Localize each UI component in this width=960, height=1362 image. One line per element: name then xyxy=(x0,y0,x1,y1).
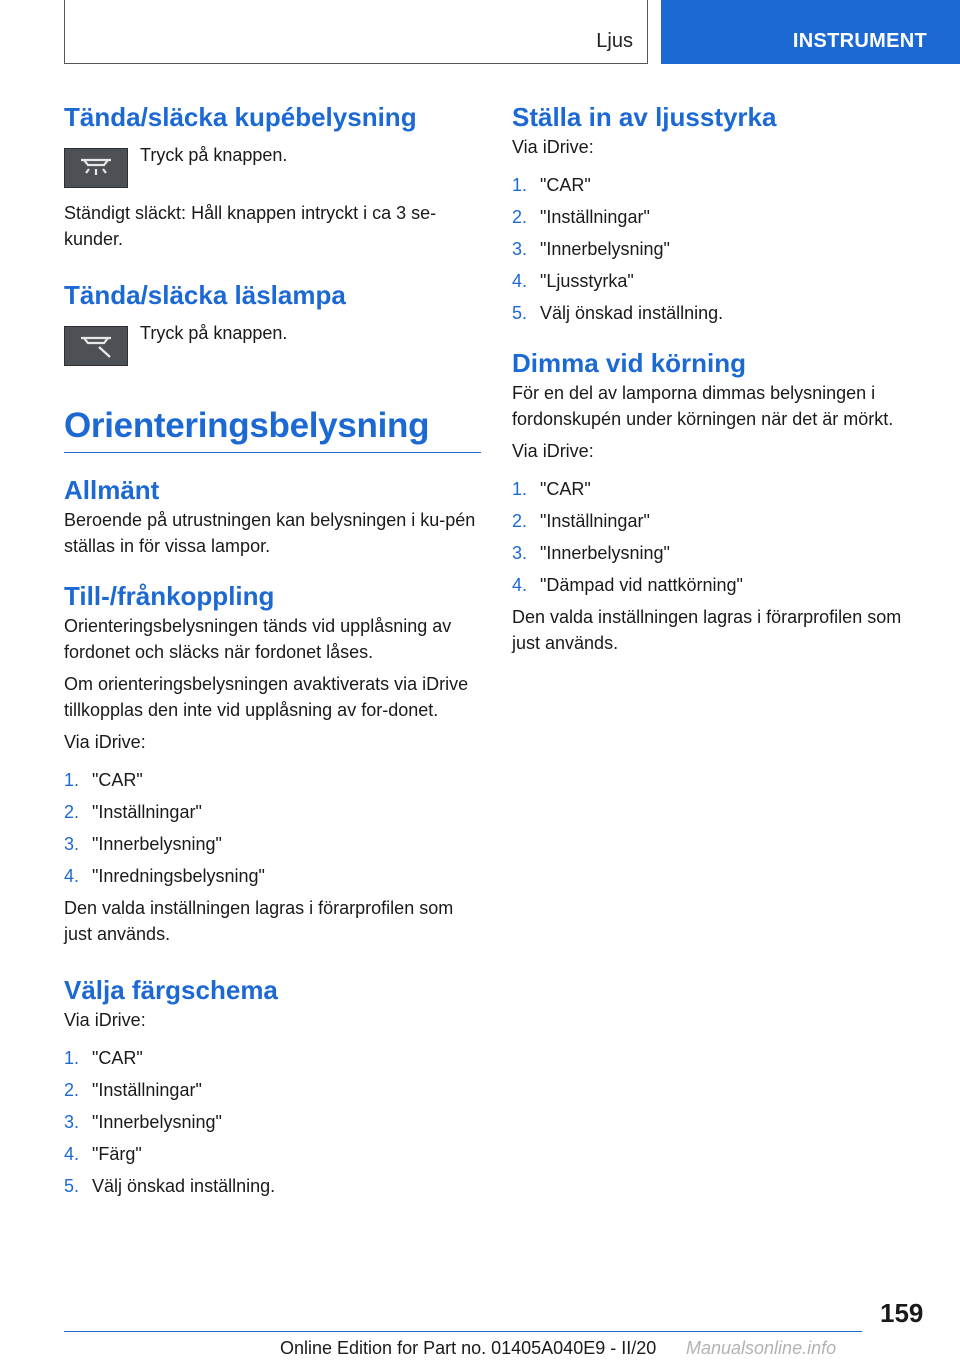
on-off-saved-text: Den valda inställningen lagras i förarprofilen som just används. xyxy=(64,898,454,944)
list-item: 1. "CAR" xyxy=(64,1048,143,1068)
list-item: 1. "CAR" xyxy=(512,479,591,499)
list-item: 1. "CAR" xyxy=(512,175,591,195)
footer-rule xyxy=(64,1331,862,1332)
list-item: 5. Välj önskad inställning. xyxy=(512,303,724,323)
list-item: 2. "Inställningar" xyxy=(64,1080,202,1100)
dimming-steps xyxy=(512,476,927,598)
reading-light-icon xyxy=(64,326,128,366)
interior-light-instruction xyxy=(64,145,481,188)
left-column xyxy=(64,100,481,1205)
list-item: 1. "CAR" xyxy=(64,770,143,790)
heading-dimming: Dimma vid körning xyxy=(512,348,747,378)
brightness-steps xyxy=(512,172,927,326)
dimming-via-idrive: Via iDrive: xyxy=(512,441,594,461)
on-off-text-2: Om orienteringsbelysningen avaktiverats via iDrive tillkopplas den inte vid upplåsning av for-donet. xyxy=(64,674,469,720)
color-scheme-steps xyxy=(64,1045,481,1199)
heading-color-scheme: Välja färgschema xyxy=(64,975,278,1005)
interior-light-text: Tryck på knappen. xyxy=(140,145,288,165)
dimming-saved-text: Den valda inställningen lagras i förarprofilen som just används. xyxy=(512,607,902,653)
list-item: 3. "Innerbelysning" xyxy=(64,834,222,854)
header-chapter-tab xyxy=(661,0,960,64)
header-chapter-title: INSTRUMENT xyxy=(792,30,927,52)
on-off-text-1: Orienteringsbelysningen tänds vid upplåsning av fordonet och släcks när fordonet låses. xyxy=(64,616,452,662)
on-off-steps xyxy=(64,767,481,889)
footer-edition: Online Edition for Part no. 01405A040E9 - II/20 xyxy=(280,1338,657,1358)
interior-light-hold-text: Ständigt släckt: Håll knappen intryckt i ca 3 se-kunder. xyxy=(64,203,437,249)
list-item: 3. "Innerbelysning" xyxy=(512,239,670,259)
brightness-via-idrive: Via iDrive: xyxy=(512,137,594,157)
dimming-text: För en del av lamporna dimmas belysningen i fordonskupén under körningen när det är mörkt. xyxy=(512,383,894,429)
list-item: 5. Välj önskad inställning. xyxy=(64,1176,276,1196)
main-heading: Orienteringsbelysning xyxy=(64,406,430,445)
list-item: 4. "Ljusstyrka" xyxy=(512,271,634,291)
heading-on-off: Till-/frånkoppling xyxy=(64,581,275,611)
list-item: 3. "Innerbelysning" xyxy=(512,543,670,563)
list-item: 2. "Inställningar" xyxy=(512,511,650,531)
heading-brightness: Ställa in av ljusstyrka xyxy=(512,102,777,132)
on-off-via-idrive: Via iDrive: xyxy=(64,732,146,752)
reading-light-text: Tryck på knappen. xyxy=(140,323,288,343)
heading-reading-light: Tända/släcka läslampa xyxy=(64,280,346,310)
right-column xyxy=(512,100,927,656)
reading-light-instruction xyxy=(64,323,481,366)
footer-watermark: Manualsonline.info xyxy=(686,1338,837,1358)
general-text: Beroende på utrustningen kan belysningen i ku-pén ställas in för vissa lampor. xyxy=(64,510,476,556)
list-item: 3. "Innerbelysning" xyxy=(64,1112,222,1132)
list-item: 4. "Dämpad vid nattkörning" xyxy=(512,575,743,595)
heading-general: Allmänt xyxy=(64,475,160,505)
main-heading-block xyxy=(64,404,481,453)
page-number: 159 xyxy=(880,1298,924,1328)
list-item: 4. "Inredningsbelysning" xyxy=(64,866,265,886)
list-item: 2. "Inställningar" xyxy=(512,207,650,227)
list-item: 4. "Färg" xyxy=(64,1144,142,1164)
header-section-box xyxy=(64,0,648,64)
list-item: 2. "Inställningar" xyxy=(64,802,202,822)
heading-interior-light: Tända/släcka kupébelysning xyxy=(64,102,417,132)
interior-light-icon xyxy=(64,148,128,188)
header-section-title: Ljus xyxy=(596,30,633,52)
color-scheme-via-idrive: Via iDrive: xyxy=(64,1010,146,1030)
